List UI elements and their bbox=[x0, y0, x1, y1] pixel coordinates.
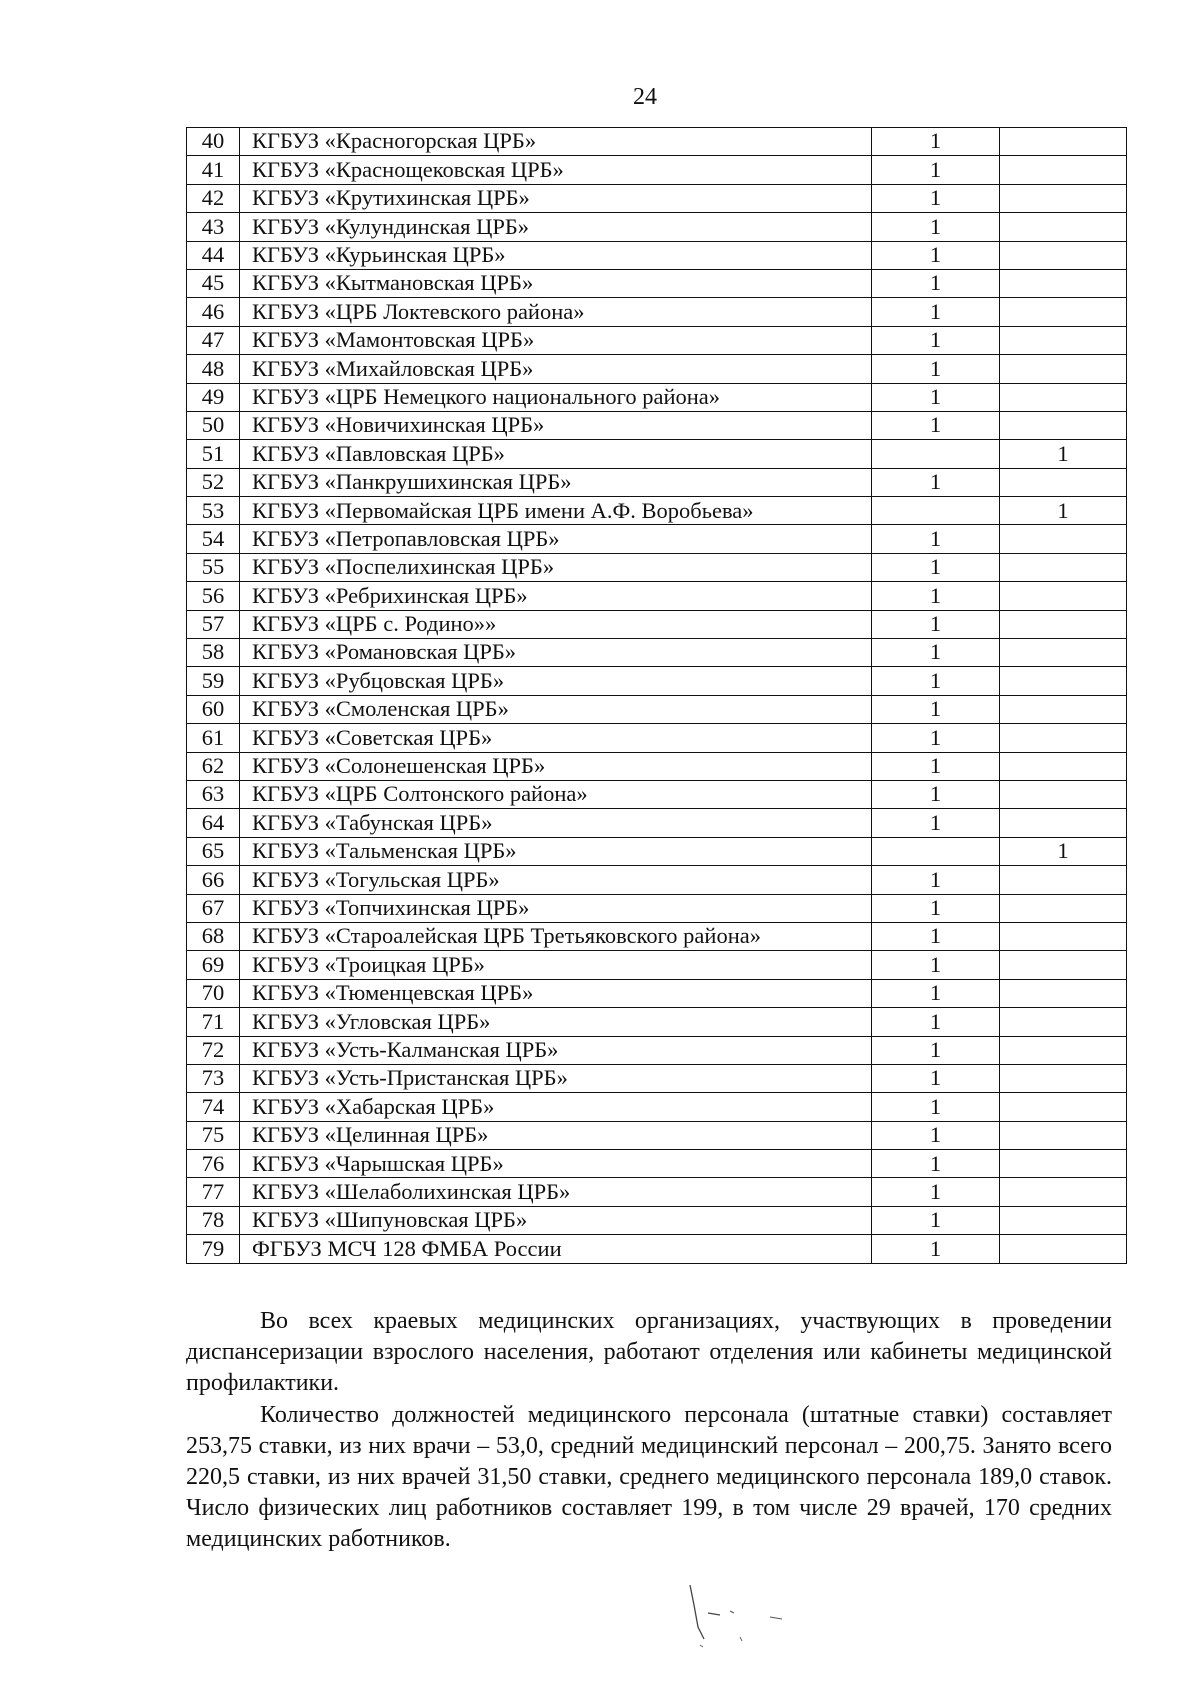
organization-name: КГБУЗ «Павловская ЦРБ» bbox=[240, 440, 872, 468]
value-column-1: 1 bbox=[872, 525, 1000, 553]
value-column-1: 1 bbox=[872, 468, 1000, 496]
organization-name: КГБУЗ «Курьинская ЦРБ» bbox=[240, 241, 872, 269]
organization-name: КГБУЗ «Шипуновская ЦРБ» bbox=[240, 1206, 872, 1234]
value-column-2 bbox=[1000, 355, 1127, 383]
value-column-1: 1 bbox=[872, 582, 1000, 610]
table-row bbox=[187, 298, 1127, 326]
table-row bbox=[187, 1008, 1127, 1036]
value-column-1: 1 bbox=[872, 1036, 1000, 1064]
value-column-1: 1 bbox=[872, 780, 1000, 808]
value-column-1: 1 bbox=[872, 326, 1000, 354]
table-row bbox=[187, 582, 1127, 610]
table-row bbox=[187, 269, 1127, 297]
row-number: 62 bbox=[187, 752, 240, 780]
row-number: 70 bbox=[187, 979, 240, 1007]
row-number: 54 bbox=[187, 525, 240, 553]
table-row bbox=[187, 184, 1127, 212]
value-column-2 bbox=[1000, 582, 1127, 610]
table-row bbox=[187, 553, 1127, 581]
row-number: 41 bbox=[187, 156, 240, 184]
value-column-2 bbox=[1000, 269, 1127, 297]
value-column-1: 1 bbox=[872, 269, 1000, 297]
value-column-1: 1 bbox=[872, 667, 1000, 695]
table-row bbox=[187, 951, 1127, 979]
value-column-2 bbox=[1000, 780, 1127, 808]
table-row bbox=[187, 468, 1127, 496]
table-row bbox=[187, 497, 1127, 525]
table-row bbox=[187, 1178, 1127, 1206]
organizations-table bbox=[186, 127, 1127, 1264]
body-text bbox=[186, 1306, 1112, 1556]
value-column-1: 1 bbox=[872, 695, 1000, 723]
table-row bbox=[187, 241, 1127, 269]
row-number: 65 bbox=[187, 837, 240, 865]
organization-name: КГБУЗ «Рубцовская ЦРБ» bbox=[240, 667, 872, 695]
value-column-2 bbox=[1000, 724, 1127, 752]
table-row bbox=[187, 213, 1127, 241]
row-number: 61 bbox=[187, 724, 240, 752]
row-number: 59 bbox=[187, 667, 240, 695]
organization-name: КГБУЗ «Крутихинская ЦРБ» bbox=[240, 184, 872, 212]
row-number: 55 bbox=[187, 553, 240, 581]
row-number: 78 bbox=[187, 1206, 240, 1234]
row-number: 49 bbox=[187, 383, 240, 411]
organization-name: КГБУЗ «Усть-Пристанская ЦРБ» bbox=[240, 1064, 872, 1092]
row-number: 45 bbox=[187, 269, 240, 297]
table-row bbox=[187, 1206, 1127, 1234]
value-column-1: 1 bbox=[872, 639, 1000, 667]
row-number: 52 bbox=[187, 468, 240, 496]
value-column-2 bbox=[1000, 326, 1127, 354]
table-row bbox=[187, 440, 1127, 468]
value-column-2 bbox=[1000, 1121, 1127, 1149]
table-row bbox=[187, 866, 1127, 894]
value-column-2: 1 bbox=[1000, 497, 1127, 525]
organization-name: КГБУЗ «Красногорская ЦРБ» bbox=[240, 128, 872, 156]
organization-name: КГБУЗ «ЦРБ Солтонского района» bbox=[240, 780, 872, 808]
organization-name: КГБУЗ «Первомайская ЦРБ имени А.Ф. Воробьева» bbox=[240, 497, 872, 525]
table-row bbox=[187, 752, 1127, 780]
value-column-1: 1 bbox=[872, 752, 1000, 780]
row-number: 72 bbox=[187, 1036, 240, 1064]
table-row bbox=[187, 1093, 1127, 1121]
value-column-1 bbox=[872, 837, 1000, 865]
organization-name: КГБУЗ «Панкрушихинская ЦРБ» bbox=[240, 468, 872, 496]
value-column-1: 1 bbox=[872, 1206, 1000, 1234]
table-row bbox=[187, 922, 1127, 950]
value-column-1: 1 bbox=[872, 1093, 1000, 1121]
organization-name: КГБУЗ «Целинная ЦРБ» bbox=[240, 1121, 872, 1149]
row-number: 69 bbox=[187, 951, 240, 979]
organization-name: КГБУЗ «ЦРБ Локтевского района» bbox=[240, 298, 872, 326]
value-column-1: 1 bbox=[872, 1121, 1000, 1149]
organization-name: КГБУЗ «Тальменская ЦРБ» bbox=[240, 837, 872, 865]
value-column-2: 1 bbox=[1000, 440, 1127, 468]
organization-name: КГБУЗ «Мамонтовская ЦРБ» bbox=[240, 326, 872, 354]
row-number: 73 bbox=[187, 1064, 240, 1092]
organization-name: КГБУЗ «Тюменцевская ЦРБ» bbox=[240, 979, 872, 1007]
organization-name: КГБУЗ «Романовская ЦРБ» bbox=[240, 639, 872, 667]
row-number: 47 bbox=[187, 326, 240, 354]
value-column-1 bbox=[872, 440, 1000, 468]
organization-name: КГБУЗ «Михайловская ЦРБ» bbox=[240, 355, 872, 383]
table-row bbox=[187, 894, 1127, 922]
organization-name: КГБУЗ «Хабарская ЦРБ» bbox=[240, 1093, 872, 1121]
value-column-1: 1 bbox=[872, 355, 1000, 383]
row-number: 44 bbox=[187, 241, 240, 269]
value-column-2 bbox=[1000, 553, 1127, 581]
row-number: 71 bbox=[187, 1008, 240, 1036]
organization-name: КГБУЗ «Шелаболихинская ЦРБ» bbox=[240, 1178, 872, 1206]
organization-name: КГБУЗ «ЦРБ Немецкого национального района» bbox=[240, 383, 872, 411]
value-column-2 bbox=[1000, 866, 1127, 894]
row-number: 79 bbox=[187, 1235, 240, 1263]
table-row bbox=[187, 1150, 1127, 1178]
organization-name: КГБУЗ «ЦРБ с. Родино»» bbox=[240, 610, 872, 638]
row-number: 40 bbox=[187, 128, 240, 156]
row-number: 57 bbox=[187, 610, 240, 638]
organization-name: КГБУЗ «Кулундинская ЦРБ» bbox=[240, 213, 872, 241]
row-number: 53 bbox=[187, 497, 240, 525]
table-row bbox=[187, 383, 1127, 411]
value-column-2 bbox=[1000, 468, 1127, 496]
value-column-2 bbox=[1000, 695, 1127, 723]
organization-name: КГБУЗ «Петропавловская ЦРБ» bbox=[240, 525, 872, 553]
value-column-2 bbox=[1000, 1150, 1127, 1178]
organization-name: КГБУЗ «Кытмановская ЦРБ» bbox=[240, 269, 872, 297]
table-row bbox=[187, 525, 1127, 553]
value-column-2 bbox=[1000, 1008, 1127, 1036]
page-number: 24 bbox=[633, 84, 657, 110]
value-column-1: 1 bbox=[872, 411, 1000, 439]
organization-name: КГБУЗ «Солонешенская ЦРБ» bbox=[240, 752, 872, 780]
table-row bbox=[187, 1064, 1127, 1092]
row-number: 43 bbox=[187, 213, 240, 241]
value-column-1: 1 bbox=[872, 298, 1000, 326]
organization-name: КГБУЗ «Тогульская ЦРБ» bbox=[240, 866, 872, 894]
row-number: 76 bbox=[187, 1150, 240, 1178]
value-column-2 bbox=[1000, 951, 1127, 979]
value-column-2 bbox=[1000, 1235, 1127, 1263]
value-column-1 bbox=[872, 497, 1000, 525]
value-column-2 bbox=[1000, 610, 1127, 638]
value-column-2 bbox=[1000, 184, 1127, 212]
value-column-1: 1 bbox=[872, 1178, 1000, 1206]
paragraph-prevention-units: Во всех краевых медицинских организациях, участвующих в проведении диспансеризации взрослого населения, работают отделения или кабинеты медицинской профилактики. bbox=[186, 1308, 1112, 1396]
table-row bbox=[187, 639, 1127, 667]
row-number: 56 bbox=[187, 582, 240, 610]
value-column-1: 1 bbox=[872, 922, 1000, 950]
value-column-2 bbox=[1000, 1178, 1127, 1206]
value-column-1: 1 bbox=[872, 1235, 1000, 1263]
value-column-1: 1 bbox=[872, 1064, 1000, 1092]
table-row bbox=[187, 411, 1127, 439]
organization-name: КГБУЗ «Топчихинская ЦРБ» bbox=[240, 894, 872, 922]
value-column-1: 1 bbox=[872, 1008, 1000, 1036]
value-column-2 bbox=[1000, 1064, 1127, 1092]
value-column-2: 1 bbox=[1000, 837, 1127, 865]
row-number: 60 bbox=[187, 695, 240, 723]
value-column-1: 1 bbox=[872, 951, 1000, 979]
value-column-1: 1 bbox=[872, 1150, 1000, 1178]
organization-name: КГБУЗ «Усть-Калманская ЦРБ» bbox=[240, 1036, 872, 1064]
value-column-2 bbox=[1000, 411, 1127, 439]
organization-name: КГБУЗ «Табунская ЦРБ» bbox=[240, 809, 872, 837]
value-column-1: 1 bbox=[872, 184, 1000, 212]
organization-name: КГБУЗ «Поспелихинская ЦРБ» bbox=[240, 553, 872, 581]
organization-name: КГБУЗ «Староалейская ЦРБ Третьяковского района» bbox=[240, 922, 872, 950]
table-body bbox=[187, 128, 1127, 1264]
row-number: 50 bbox=[187, 411, 240, 439]
row-number: 68 bbox=[187, 922, 240, 950]
value-column-2 bbox=[1000, 383, 1127, 411]
value-column-1: 1 bbox=[872, 241, 1000, 269]
organization-name: КГБУЗ «Угловская ЦРБ» bbox=[240, 1008, 872, 1036]
row-number: 66 bbox=[187, 866, 240, 894]
table-row bbox=[187, 724, 1127, 752]
paragraph-staffing: Количество должностей медицинского персонала (штатные ставки) составляет 253,75 ставки, из них врачи – 53,0, средний медицинский персонал – 200,75. Занято всего 220,5 ставки, из них врачей 31,50 ставки, среднего медицинского персонала 189,0 ставок. Число физических лиц работников составляет 199, в том числе 29 врачей, 170 средних медицинских работников. bbox=[186, 1402, 1112, 1552]
row-number: 74 bbox=[187, 1093, 240, 1121]
value-column-2 bbox=[1000, 1093, 1127, 1121]
table-row bbox=[187, 780, 1127, 808]
value-column-1: 1 bbox=[872, 894, 1000, 922]
value-column-2 bbox=[1000, 752, 1127, 780]
value-column-2 bbox=[1000, 241, 1127, 269]
row-number: 58 bbox=[187, 639, 240, 667]
table-row bbox=[187, 837, 1127, 865]
value-column-2 bbox=[1000, 128, 1127, 156]
table-row bbox=[187, 610, 1127, 638]
value-column-1: 1 bbox=[872, 383, 1000, 411]
value-column-2 bbox=[1000, 894, 1127, 922]
value-column-1: 1 bbox=[872, 610, 1000, 638]
row-number: 51 bbox=[187, 440, 240, 468]
organization-name: КГБУЗ «Новичихинская ЦРБ» bbox=[240, 411, 872, 439]
row-number: 77 bbox=[187, 1178, 240, 1206]
value-column-1: 1 bbox=[872, 213, 1000, 241]
value-column-1: 1 bbox=[872, 156, 1000, 184]
value-column-1: 1 bbox=[872, 979, 1000, 1007]
value-column-1: 1 bbox=[872, 553, 1000, 581]
row-number: 67 bbox=[187, 894, 240, 922]
table-row bbox=[187, 1121, 1127, 1149]
organization-name: КГБУЗ «Краснощековская ЦРБ» bbox=[240, 156, 872, 184]
value-column-2 bbox=[1000, 525, 1127, 553]
table-row bbox=[187, 128, 1127, 156]
row-number: 75 bbox=[187, 1121, 240, 1149]
table-row bbox=[187, 355, 1127, 383]
value-column-1: 1 bbox=[872, 724, 1000, 752]
organization-name: КГБУЗ «Троицкая ЦРБ» bbox=[240, 951, 872, 979]
value-column-2 bbox=[1000, 667, 1127, 695]
value-column-1: 1 bbox=[872, 809, 1000, 837]
organization-name: КГБУЗ «Ребрихинская ЦРБ» bbox=[240, 582, 872, 610]
row-number: 42 bbox=[187, 184, 240, 212]
value-column-2 bbox=[1000, 213, 1127, 241]
table-row bbox=[187, 979, 1127, 1007]
row-number: 64 bbox=[187, 809, 240, 837]
organization-name: КГБУЗ «Советская ЦРБ» bbox=[240, 724, 872, 752]
value-column-2 bbox=[1000, 979, 1127, 1007]
row-number: 48 bbox=[187, 355, 240, 383]
value-column-2 bbox=[1000, 156, 1127, 184]
table-row bbox=[187, 1235, 1127, 1263]
table-row bbox=[187, 326, 1127, 354]
row-number: 63 bbox=[187, 780, 240, 808]
value-column-2 bbox=[1000, 1206, 1127, 1234]
row-number: 46 bbox=[187, 298, 240, 326]
value-column-2 bbox=[1000, 639, 1127, 667]
value-column-1: 1 bbox=[872, 866, 1000, 894]
value-column-2 bbox=[1000, 809, 1127, 837]
value-column-2 bbox=[1000, 922, 1127, 950]
organization-name: ФГБУЗ МСЧ 128 ФМБА России bbox=[240, 1235, 872, 1263]
table-row bbox=[187, 1036, 1127, 1064]
organization-name: КГБУЗ «Смоленская ЦРБ» bbox=[240, 695, 872, 723]
table-row bbox=[187, 667, 1127, 695]
value-column-2 bbox=[1000, 298, 1127, 326]
table-row bbox=[187, 156, 1127, 184]
value-column-2 bbox=[1000, 1036, 1127, 1064]
signature-mark bbox=[670, 1575, 810, 1655]
organization-name: КГБУЗ «Чарышская ЦРБ» bbox=[240, 1150, 872, 1178]
table-row bbox=[187, 809, 1127, 837]
value-column-1: 1 bbox=[872, 128, 1000, 156]
table-row bbox=[187, 695, 1127, 723]
